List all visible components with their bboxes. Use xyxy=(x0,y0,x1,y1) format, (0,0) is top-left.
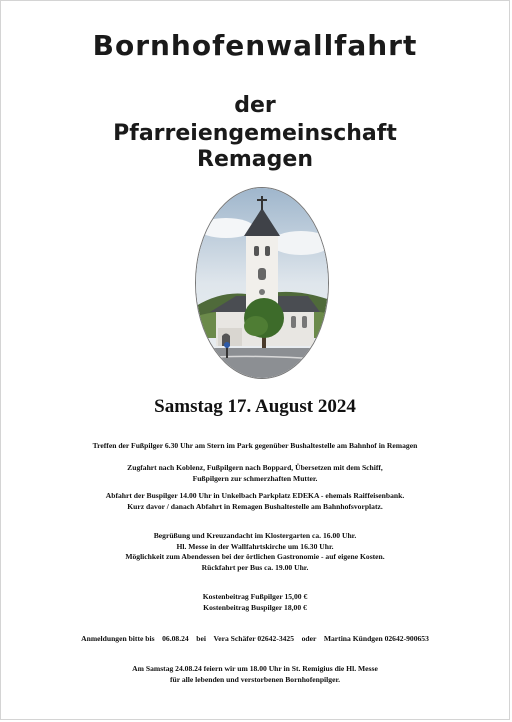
paragraph-program xyxy=(21,531,489,573)
paragraph-train xyxy=(21,463,489,484)
text-line: Kostenbeitrag Fußpilger 15,00 € xyxy=(202,592,308,601)
text-line: Möglichkeit zum Abendessen bei der örtlichen Gastronomie - auf eigene Kosten. xyxy=(125,552,385,561)
text-line: Zugfahrt nach Koblenz, Fußpilgern nach Boppard, Übersetzen mit dem Schiff, xyxy=(127,463,383,472)
church-photo xyxy=(195,187,329,379)
text-line: Abfahrt der Buspilger 14.00 Uhr in Unkelbach Parkplatz EDEKA - ehemals Raiffeisenbank. xyxy=(105,491,405,500)
paragraph-meeting xyxy=(21,441,489,452)
text-line: Anmeldungen bitte bis 06.08.24 bei Vera Schäfer 02642-3425 oder Martina Kündgen 02642-900653 xyxy=(81,634,429,643)
paragraph-costs xyxy=(21,592,489,613)
text-line: Am Samstag 24.08.24 feiern wir um 18.00 Uhr in St. Remigius die Hl. Messe xyxy=(132,664,378,673)
paragraph-mass xyxy=(21,664,489,685)
text-line: Begrüßung und Kreuzandacht im Klostergarten ca. 16.00 Uhr. xyxy=(153,531,357,540)
text-line: Treffen der Fußpilger 6.30 Uhr am Stern im Park gegenüber Bushaltestelle am Bahnhof in Remagen xyxy=(92,441,418,450)
subtitle-line-2: Pfarreiengemeinschaft xyxy=(113,121,397,146)
page-title: Bornhofenwallfahrt xyxy=(92,29,418,62)
text-line: Hl. Messe in der Wallfahrtskirche um 16.30 Uhr. xyxy=(176,541,334,551)
text-line: Rückfahrt per Bus ca. 19.00 Uhr. xyxy=(201,562,309,572)
paragraph-bus xyxy=(21,491,489,512)
subtitle-line-1: der xyxy=(234,93,276,118)
paragraph-registration xyxy=(21,634,489,645)
event-date: Samstag 17. August 2024 xyxy=(154,396,356,417)
text-line: Kostenbeitrag Buspilger 18,00 € xyxy=(203,602,307,612)
text-line: Fußpilgern zur schmerzhaften Mutter. xyxy=(192,473,318,483)
text-line: für alle lebenden und verstorbenen Bornhofenpilger. xyxy=(169,674,341,684)
subtitle-line-3: Remagen xyxy=(197,147,313,172)
text-line: Kurz davor / danach Abfahrt in Remagen Bushaltestelle am Bahnhofsvorplatz. xyxy=(127,501,383,511)
